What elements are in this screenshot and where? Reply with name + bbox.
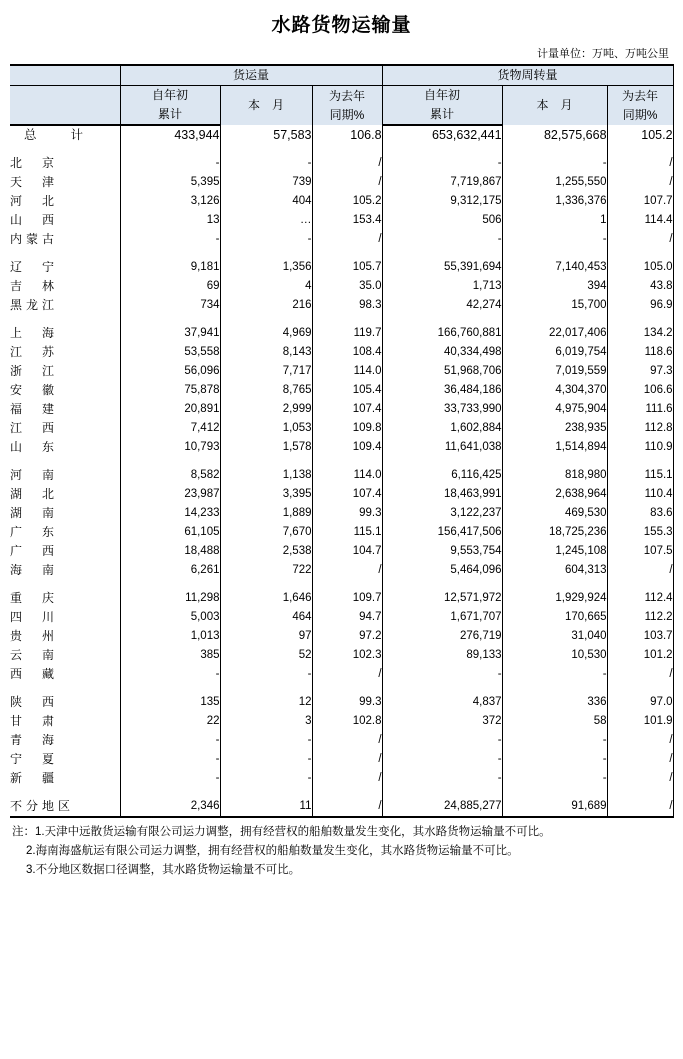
- cell-freight-yoy: 94.7: [312, 608, 382, 627]
- cell-freight-yoy: /: [312, 769, 382, 788]
- row-label: 辽 宁: [10, 260, 59, 274]
- cell-freight-month: 8,143: [220, 343, 312, 362]
- cell-freight-month: -: [220, 665, 312, 684]
- cell-freight-month: 2,538: [220, 542, 312, 561]
- cell-freight-cum: 56,096: [120, 362, 220, 381]
- cell-freight-cum: 5,395: [120, 173, 220, 192]
- header-freight-cum-bottom: 累计: [120, 105, 220, 125]
- row-label: 宁 夏: [10, 752, 59, 766]
- table-row: [10, 362, 673, 381]
- cell-freight-yoy: 102.8: [312, 712, 382, 731]
- cell-freight-yoy: 105.2: [312, 192, 382, 211]
- cell-freight-yoy: 114.0: [312, 466, 382, 485]
- cell-freight-cum: -: [120, 665, 220, 684]
- cell-turnover-cum: 9,312,175: [382, 192, 502, 211]
- cell-turnover-cum: 89,133: [382, 646, 502, 665]
- cell-turnover-yoy: 115.1: [607, 466, 673, 485]
- cell-freight-cum: -: [120, 731, 220, 750]
- table-row: [10, 381, 673, 400]
- table-row: [10, 400, 673, 419]
- cell-turnover-yoy: /: [607, 230, 673, 249]
- cell-freight-month: 1,578: [220, 438, 312, 457]
- cell-freight-cum: 3,126: [120, 192, 220, 211]
- cell-turnover-cum: -: [382, 665, 502, 684]
- cell-turnover-month: 1: [502, 211, 607, 230]
- cell-turnover-cum: 166,760,881: [382, 324, 502, 343]
- row-gap: [10, 457, 673, 466]
- table-row: [10, 324, 673, 343]
- cell-turnover-month: -: [502, 230, 607, 249]
- cell-turnover-month: 4,975,904: [502, 400, 607, 419]
- cell-freight-month: 3: [220, 712, 312, 731]
- cell-turnover-cum: 36,484,186: [382, 381, 502, 400]
- cell-turnover-yoy: 96.9: [607, 296, 673, 315]
- cell-freight-cum: 53,558: [120, 343, 220, 362]
- cell-turnover-cum: 51,968,706: [382, 362, 502, 381]
- cell-turnover-cum: 372: [382, 712, 502, 731]
- table-row: [10, 627, 673, 646]
- cell-turnover-cum: 5,464,096: [382, 561, 502, 580]
- cell-freight-cum: -: [120, 769, 220, 788]
- cell-freight-cum: 61,105: [120, 523, 220, 542]
- cell-freight-cum: 1,013: [120, 627, 220, 646]
- total-freight-cum: 433,944: [120, 125, 220, 145]
- row-label: 四 川: [10, 610, 59, 624]
- cell-freight-month: 464: [220, 608, 312, 627]
- cell-turnover-cum: 506: [382, 211, 502, 230]
- cell-turnover-cum: 55,391,694: [382, 258, 502, 277]
- header-group-freight: 货运量: [120, 65, 382, 86]
- row-label: 山 东: [10, 440, 59, 454]
- row-label: 广 东: [10, 525, 59, 539]
- row-label: 青 海: [10, 733, 59, 747]
- row-label: 黑龙江: [10, 298, 59, 312]
- header-turnover-yoy-top: 为去年: [622, 88, 659, 103]
- header-freight-month: 本 月: [220, 86, 312, 126]
- cell-freight-cum: 734: [120, 296, 220, 315]
- cell-freight-yoy: 107.4: [312, 400, 382, 419]
- cell-freight-month: 97: [220, 627, 312, 646]
- cell-freight-cum: 9,181: [120, 258, 220, 277]
- cell-freight-yoy: 108.4: [312, 343, 382, 362]
- note-1: 注：1.天津中远散货运输有限公司运力调整，拥有经营权的船舶数量发生变化，其水路货物运输量不可比。: [12, 826, 551, 838]
- cell-freight-month: 1,646: [220, 589, 312, 608]
- cell-turnover-cum: 11,641,038: [382, 438, 502, 457]
- cell-turnover-month: 394: [502, 277, 607, 296]
- cell-turnover-cum: 276,719: [382, 627, 502, 646]
- table-notes: [10, 818, 673, 880]
- cell-turnover-yoy: 101.9: [607, 712, 673, 731]
- total-turnover-month: 82,575,668: [502, 125, 607, 145]
- cell-freight-yoy: 109.7: [312, 589, 382, 608]
- cell-turnover-yoy: 107.7: [607, 192, 673, 211]
- table-row: [10, 693, 673, 712]
- cell-freight-cum: 6,261: [120, 561, 220, 580]
- row-gap: [10, 315, 673, 324]
- table-row: [10, 561, 673, 580]
- cell-turnover-yoy: 118.6: [607, 343, 673, 362]
- table-row: [10, 608, 673, 627]
- cell-turnover-yoy: 105.0: [607, 258, 673, 277]
- total-freight-month: 57,583: [220, 125, 312, 145]
- table-row: [10, 343, 673, 362]
- cell-freight-month: 8,765: [220, 381, 312, 400]
- cell-turnover-month: 1,929,924: [502, 589, 607, 608]
- table-row: [10, 173, 673, 192]
- cell-turnover-yoy: /: [607, 769, 673, 788]
- row-label: 河 南: [10, 468, 59, 482]
- cell-freight-yoy: /: [312, 561, 382, 580]
- cell-turnover-cum: -: [382, 750, 502, 769]
- cell-freight-month: 216: [220, 296, 312, 315]
- cell-turnover-month: 6,019,754: [502, 343, 607, 362]
- cell-turnover-month: 91,689: [502, 797, 607, 817]
- table-row: [10, 258, 673, 277]
- cell-freight-month: -: [220, 769, 312, 788]
- total-turnover-yoy: 105.2: [607, 125, 673, 145]
- row-label: 浙 江: [10, 364, 59, 378]
- cell-freight-month: 4,969: [220, 324, 312, 343]
- cell-turnover-month: 469,530: [502, 504, 607, 523]
- cell-turnover-month: 818,980: [502, 466, 607, 485]
- row-label: 甘 肃: [10, 714, 59, 728]
- cell-freight-month: 1,138: [220, 466, 312, 485]
- cell-freight-yoy: 35.0: [312, 277, 382, 296]
- cell-turnover-yoy: 112.2: [607, 608, 673, 627]
- row-label: 西 藏: [10, 667, 59, 681]
- cell-freight-cum: 22: [120, 712, 220, 731]
- table-row: [10, 589, 673, 608]
- cell-freight-yoy: 105.4: [312, 381, 382, 400]
- cell-freight-yoy: 99.3: [312, 693, 382, 712]
- cell-freight-yoy: /: [312, 154, 382, 173]
- header-turnover-cum-bottom: 累计: [382, 105, 502, 125]
- row-label: 湖 南: [10, 506, 59, 520]
- cell-turnover-month: 1,336,376: [502, 192, 607, 211]
- cell-turnover-month: -: [502, 154, 607, 173]
- row-label: 重 庆: [10, 591, 59, 605]
- table-row: [10, 769, 673, 788]
- row-label-total: 总 计: [24, 128, 87, 142]
- cell-turnover-yoy: 107.5: [607, 542, 673, 561]
- table-row: [10, 438, 673, 457]
- cell-freight-yoy: /: [312, 230, 382, 249]
- cell-turnover-cum: 1,602,884: [382, 419, 502, 438]
- cell-turnover-cum: -: [382, 230, 502, 249]
- row-label: 内蒙古: [10, 232, 59, 246]
- cell-turnover-cum: 4,837: [382, 693, 502, 712]
- cell-freight-yoy: 109.4: [312, 438, 382, 457]
- row-label: 河 北: [10, 194, 59, 208]
- table-row: [10, 277, 673, 296]
- table-row: [10, 230, 673, 249]
- cell-turnover-cum: 9,553,754: [382, 542, 502, 561]
- cell-freight-yoy: /: [312, 665, 382, 684]
- cell-turnover-yoy: 97.3: [607, 362, 673, 381]
- header-freight-cum-top: 自年初: [120, 86, 220, 106]
- table-row: [10, 712, 673, 731]
- total-freight-yoy: 106.8: [312, 125, 382, 145]
- total-turnover-cum: 653,632,441: [382, 125, 502, 145]
- cell-freight-month: 2,999: [220, 400, 312, 419]
- cell-turnover-yoy: 43.8: [607, 277, 673, 296]
- cell-turnover-cum: 40,334,498: [382, 343, 502, 362]
- cell-turnover-yoy: /: [607, 154, 673, 173]
- water-freight-table: [10, 64, 674, 818]
- cell-turnover-month: -: [502, 750, 607, 769]
- page-title: 水路货物运输量: [271, 15, 412, 36]
- cell-freight-yoy: 107.4: [312, 485, 382, 504]
- row-label: 湖 北: [10, 487, 59, 501]
- cell-turnover-cum: 3,122,237: [382, 504, 502, 523]
- note-2: 2.海南海盛航运有限公司运力调整，拥有经营权的船舶数量发生变化，其水路货物运输量不可比。: [26, 845, 519, 857]
- cell-freight-yoy: 105.7: [312, 258, 382, 277]
- cell-turnover-cum: 156,417,506: [382, 523, 502, 542]
- cell-turnover-month: 604,313: [502, 561, 607, 580]
- cell-freight-yoy: 102.3: [312, 646, 382, 665]
- cell-freight-cum: 13: [120, 211, 220, 230]
- row-label: 安 徽: [10, 383, 59, 397]
- cell-turnover-cum: 1,671,707: [382, 608, 502, 627]
- cell-freight-yoy: 97.2: [312, 627, 382, 646]
- unit-note: 计量单位：万吨、万吨公里: [537, 48, 669, 60]
- cell-freight-yoy: 98.3: [312, 296, 382, 315]
- cell-freight-cum: 20,891: [120, 400, 220, 419]
- cell-turnover-month: 15,700: [502, 296, 607, 315]
- cell-freight-yoy: /: [312, 797, 382, 817]
- header-freight-yoy-top: 为去年: [329, 88, 366, 103]
- header-turnover-yoy: [607, 86, 673, 126]
- cell-freight-month: 4: [220, 277, 312, 296]
- table-row: [10, 419, 673, 438]
- row-label: 上 海: [10, 326, 59, 340]
- cell-turnover-cum: 1,713: [382, 277, 502, 296]
- cell-freight-month: 52: [220, 646, 312, 665]
- header-freight-yoy-bottom: 同期%: [329, 107, 365, 122]
- table-row: [10, 750, 673, 769]
- cell-turnover-yoy: /: [607, 731, 673, 750]
- row-gap: [10, 145, 673, 154]
- cell-freight-cum: 69: [120, 277, 220, 296]
- table-row: [10, 192, 673, 211]
- cell-turnover-month: 22,017,406: [502, 324, 607, 343]
- table-row: [10, 211, 673, 230]
- cell-turnover-yoy: 103.7: [607, 627, 673, 646]
- cell-turnover-month: 4,304,370: [502, 381, 607, 400]
- cell-freight-month: -: [220, 731, 312, 750]
- cell-freight-yoy: /: [312, 173, 382, 192]
- table-row: [10, 504, 673, 523]
- header-turnover-month: 本 月: [502, 86, 607, 126]
- cell-turnover-cum: 24,885,277: [382, 797, 502, 817]
- row-gap: [10, 580, 673, 589]
- table-row: [10, 731, 673, 750]
- row-label: 北 京: [10, 156, 59, 170]
- row-label: 广 西: [10, 544, 59, 558]
- cell-turnover-month: 2,638,964: [502, 485, 607, 504]
- cell-turnover-cum: 12,571,972: [382, 589, 502, 608]
- cell-freight-cum: 7,412: [120, 419, 220, 438]
- cell-freight-yoy: 115.1: [312, 523, 382, 542]
- cell-turnover-month: 7,019,559: [502, 362, 607, 381]
- cell-turnover-cum: -: [382, 731, 502, 750]
- cell-freight-month: …: [220, 211, 312, 230]
- cell-freight-month: 3,395: [220, 485, 312, 504]
- cell-turnover-yoy: 110.9: [607, 438, 673, 457]
- cell-freight-cum: -: [120, 750, 220, 769]
- row-label: 陕 西: [10, 695, 59, 709]
- header-turnover-cum-top: 自年初: [382, 86, 502, 106]
- cell-turnover-yoy: 155.3: [607, 523, 673, 542]
- row-label: 新 疆: [10, 771, 59, 785]
- table-row: [10, 296, 673, 315]
- cell-turnover-cum: -: [382, 769, 502, 788]
- table-row: [10, 154, 673, 173]
- cell-freight-cum: 18,488: [120, 542, 220, 561]
- cell-turnover-month: 31,040: [502, 627, 607, 646]
- cell-freight-yoy: 119.7: [312, 324, 382, 343]
- table-row-total: [10, 125, 673, 145]
- cell-freight-cum: 23,987: [120, 485, 220, 504]
- header-group-turnover: 货物周转量: [382, 65, 673, 86]
- table-row: [10, 523, 673, 542]
- cell-freight-cum: -: [120, 230, 220, 249]
- cell-freight-month: 12: [220, 693, 312, 712]
- cell-freight-yoy: 114.0: [312, 362, 382, 381]
- table-row: [10, 466, 673, 485]
- cell-turnover-cum: 6,116,425: [382, 466, 502, 485]
- cell-turnover-month: 170,665: [502, 608, 607, 627]
- cell-turnover-cum: -: [382, 154, 502, 173]
- cell-freight-month: -: [220, 750, 312, 769]
- cell-turnover-month: 1,245,108: [502, 542, 607, 561]
- cell-freight-yoy: /: [312, 731, 382, 750]
- cell-turnover-month: -: [502, 769, 607, 788]
- cell-turnover-month: 1,514,894: [502, 438, 607, 457]
- row-label: 云 南: [10, 648, 59, 662]
- cell-turnover-yoy: 110.4: [607, 485, 673, 504]
- cell-turnover-month: 18,725,236: [502, 523, 607, 542]
- cell-turnover-cum: 33,733,990: [382, 400, 502, 419]
- cell-turnover-month: 336: [502, 693, 607, 712]
- cell-turnover-yoy: 134.2: [607, 324, 673, 343]
- cell-freight-month: 7,717: [220, 362, 312, 381]
- table-row: [10, 646, 673, 665]
- row-label: 江 西: [10, 421, 59, 435]
- cell-freight-month: 1,889: [220, 504, 312, 523]
- cell-turnover-month: -: [502, 665, 607, 684]
- cell-freight-cum: 37,941: [120, 324, 220, 343]
- cell-freight-month: 1,356: [220, 258, 312, 277]
- table-row: [10, 665, 673, 684]
- cell-freight-cum: 135: [120, 693, 220, 712]
- cell-turnover-yoy: 83.6: [607, 504, 673, 523]
- cell-freight-cum: 10,793: [120, 438, 220, 457]
- note-3: 3.不分地区数据口径调整，其水路货物运输量不可比。: [26, 864, 301, 876]
- cell-turnover-cum: 18,463,991: [382, 485, 502, 504]
- cell-turnover-month: -: [502, 731, 607, 750]
- cell-turnover-yoy: /: [607, 561, 673, 580]
- row-label: 吉 林: [10, 279, 59, 293]
- cell-turnover-yoy: /: [607, 750, 673, 769]
- cell-freight-cum: 2,346: [120, 797, 220, 817]
- cell-turnover-yoy: 97.0: [607, 693, 673, 712]
- cell-freight-cum: 11,298: [120, 589, 220, 608]
- header-freight-yoy: [312, 86, 382, 126]
- cell-turnover-yoy: 111.6: [607, 400, 673, 419]
- cell-freight-cum: 385: [120, 646, 220, 665]
- table-row: [10, 797, 673, 817]
- cell-turnover-month: 7,140,453: [502, 258, 607, 277]
- cell-freight-month: -: [220, 154, 312, 173]
- cell-freight-month: 1,053: [220, 419, 312, 438]
- row-gap: [10, 249, 673, 258]
- cell-turnover-yoy: 112.4: [607, 589, 673, 608]
- cell-turnover-yoy: /: [607, 665, 673, 684]
- cell-turnover-cum: 42,274: [382, 296, 502, 315]
- row-label: 贵 州: [10, 629, 59, 643]
- cell-freight-month: 739: [220, 173, 312, 192]
- cell-turnover-yoy: 101.2: [607, 646, 673, 665]
- row-label: 天 津: [10, 175, 59, 189]
- cell-turnover-month: 10,530: [502, 646, 607, 665]
- cell-turnover-yoy: 106.6: [607, 381, 673, 400]
- cell-freight-month: 7,670: [220, 523, 312, 542]
- table-header-group-row: [10, 65, 673, 86]
- cell-turnover-cum: 7,719,867: [382, 173, 502, 192]
- row-label: 江 苏: [10, 345, 59, 359]
- cell-freight-cum: 8,582: [120, 466, 220, 485]
- cell-turnover-month: 238,935: [502, 419, 607, 438]
- cell-freight-cum: 14,233: [120, 504, 220, 523]
- row-label: 山 西: [10, 213, 59, 227]
- table-header-sub-row-top: [10, 86, 673, 106]
- cell-freight-month: 11: [220, 797, 312, 817]
- cell-turnover-yoy: /: [607, 797, 673, 817]
- cell-freight-yoy: 109.8: [312, 419, 382, 438]
- table-row: [10, 542, 673, 561]
- cell-turnover-month: 1,255,550: [502, 173, 607, 192]
- row-label: 海 南: [10, 563, 59, 577]
- cell-freight-yoy: /: [312, 750, 382, 769]
- cell-turnover-yoy: /: [607, 173, 673, 192]
- table-row: [10, 485, 673, 504]
- cell-turnover-month: 58: [502, 712, 607, 731]
- row-label: 不分地区: [10, 799, 75, 813]
- cell-turnover-yoy: 112.8: [607, 419, 673, 438]
- cell-freight-cum: 75,878: [120, 381, 220, 400]
- header-turnover-yoy-bottom: 同期%: [622, 107, 658, 122]
- cell-freight-month: -: [220, 230, 312, 249]
- cell-freight-yoy: 104.7: [312, 542, 382, 561]
- cell-freight-cum: 5,003: [120, 608, 220, 627]
- cell-freight-yoy: 99.3: [312, 504, 382, 523]
- cell-freight-month: 722: [220, 561, 312, 580]
- cell-turnover-yoy: 114.4: [607, 211, 673, 230]
- row-gap: [10, 684, 673, 693]
- cell-freight-yoy: 153.4: [312, 211, 382, 230]
- cell-freight-month: 404: [220, 192, 312, 211]
- row-label: 福 建: [10, 402, 59, 416]
- row-gap: [10, 788, 673, 797]
- cell-freight-cum: -: [120, 154, 220, 173]
